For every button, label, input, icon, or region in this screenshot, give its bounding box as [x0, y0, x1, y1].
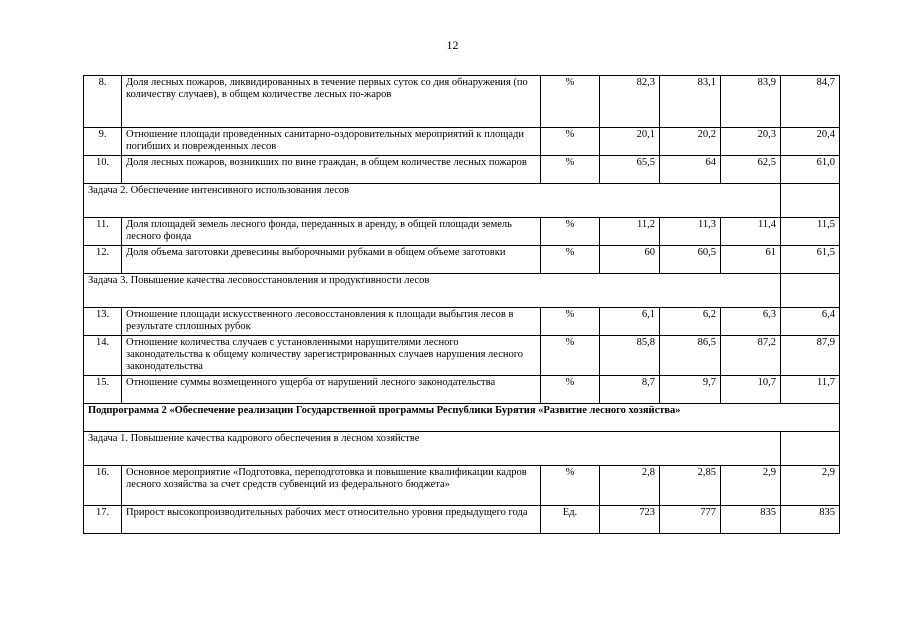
row-value: 61,5 — [781, 246, 840, 274]
table-row — [84, 156, 840, 184]
row-value: 65,5 — [600, 156, 660, 184]
row-description: Прирост высокопроизводительных рабочих мест относительно уровня предыдущего года — [122, 506, 541, 534]
table-row — [84, 336, 840, 376]
empty-cell — [781, 274, 840, 308]
row-value: 20,2 — [660, 128, 721, 156]
row-value: 11,5 — [781, 218, 840, 246]
row-value: 2,8 — [600, 466, 660, 506]
row-value: 20,4 — [781, 128, 840, 156]
row-number: 14. — [84, 336, 122, 376]
row-value: 9,7 — [660, 376, 721, 404]
row-value: 87,2 — [721, 336, 781, 376]
page-number: 12 — [446, 38, 459, 52]
row-value: 82,3 — [600, 76, 660, 128]
row-description: Отношение площади проведенных санитарно-оздоровительных мероприятий к площади погибших и поврежденных лесов — [122, 128, 541, 156]
row-value: 6,2 — [660, 308, 721, 336]
row-description: Доля площадей земель лесного фонда, переданных в аренду, в общей площади земель лесного фонда — [122, 218, 541, 246]
row-description: Доля объема заготовки древесины выборочными рубками в общем объеме заготовки — [122, 246, 541, 274]
row-value: 10,7 — [721, 376, 781, 404]
subprogram-row — [84, 404, 840, 432]
table-row — [84, 218, 840, 246]
row-unit: % — [541, 336, 600, 376]
table-row — [84, 506, 840, 534]
row-value: 60 — [600, 246, 660, 274]
row-value: 61,0 — [781, 156, 840, 184]
empty-cell — [781, 184, 840, 218]
subprogram-heading: Подпрограмма 2 «Обеспечение реализации Государственной программы Республики Бурятия «Развитие лесного хозяйства» — [84, 404, 840, 432]
row-unit: % — [541, 218, 600, 246]
task-row — [84, 432, 840, 466]
row-unit: % — [541, 246, 600, 274]
row-unit: % — [541, 76, 600, 128]
row-value: 2,9 — [781, 466, 840, 506]
row-value: 87,9 — [781, 336, 840, 376]
table-row — [84, 76, 840, 128]
row-number: 10. — [84, 156, 122, 184]
indicators-table — [83, 75, 840, 534]
empty-cell — [781, 432, 840, 466]
row-unit: % — [541, 308, 600, 336]
row-number: 17. — [84, 506, 122, 534]
task-heading: Задача 3. Повышение качества лесовосстановления и продуктивности лесов — [84, 274, 781, 308]
row-number: 15. — [84, 376, 122, 404]
row-value: 11,7 — [781, 376, 840, 404]
row-value: 835 — [781, 506, 840, 534]
row-value: 83,1 — [660, 76, 721, 128]
row-value: 6,4 — [781, 308, 840, 336]
row-unit: % — [541, 156, 600, 184]
row-description: Доля лесных пожаров, возникших по вине граждан, в общем количестве лесных пожаров — [122, 156, 541, 184]
row-number: 11. — [84, 218, 122, 246]
row-value: 62,5 — [721, 156, 781, 184]
row-number: 9. — [84, 128, 122, 156]
table-row — [84, 246, 840, 274]
row-unit: % — [541, 376, 600, 404]
task-heading: Задача 1. Повышение качества кадрового обеспечения в лесном хозяйстве — [84, 432, 781, 466]
row-value: 777 — [660, 506, 721, 534]
row-value: 60,5 — [660, 246, 721, 274]
row-number: 8. — [84, 76, 122, 128]
row-value: 11,3 — [660, 218, 721, 246]
task-row — [84, 274, 840, 308]
row-value: 84,7 — [781, 76, 840, 128]
row-value: 86,5 — [660, 336, 721, 376]
row-value: 20,1 — [600, 128, 660, 156]
row-description: Доля лесных пожаров, ликвидированных в течение первых суток со дня обнаружения (по количеству случаев), в общем количестве лесных по-жаров — [122, 76, 541, 128]
row-value: 20,3 — [721, 128, 781, 156]
row-value: 2,9 — [721, 466, 781, 506]
row-value: 61 — [721, 246, 781, 274]
row-value: 11,2 — [600, 218, 660, 246]
table-row — [84, 466, 840, 506]
row-description: Отношение суммы возмещенного ущерба от нарушений лесного законодательства — [122, 376, 541, 404]
row-description: Основное мероприятие «Подготовка, переподготовка и повышение квалификации кадров лесного хозяйства за счет средств субвенций из федерального бюджета» — [122, 466, 541, 506]
row-value: 8,7 — [600, 376, 660, 404]
row-value: 835 — [721, 506, 781, 534]
row-value: 6,3 — [721, 308, 781, 336]
task-row — [84, 184, 840, 218]
row-value: 83,9 — [721, 76, 781, 128]
row-value: 64 — [660, 156, 721, 184]
row-unit: % — [541, 466, 600, 506]
row-value: 11,4 — [721, 218, 781, 246]
table-row — [84, 376, 840, 404]
row-value: 6,1 — [600, 308, 660, 336]
table-row — [84, 128, 840, 156]
row-unit: % — [541, 128, 600, 156]
row-unit: Ед. — [541, 506, 600, 534]
row-description: Отношение количества случаев с установленными нарушителями лесного законодательства к общему количеству зарегистрированных случаев нарушения лесного законодательства — [122, 336, 541, 376]
table-row — [84, 308, 840, 336]
row-value: 2,85 — [660, 466, 721, 506]
row-value: 723 — [600, 506, 660, 534]
row-value: 85,8 — [600, 336, 660, 376]
row-description: Отношение площади искусственного лесовосстановления к площади выбытия лесов в результате сплошных рубок — [122, 308, 541, 336]
row-number: 12. — [84, 246, 122, 274]
task-heading: Задача 2. Обеспечение интенсивного использования лесов — [84, 184, 781, 218]
row-number: 13. — [84, 308, 122, 336]
row-number: 16. — [84, 466, 122, 506]
